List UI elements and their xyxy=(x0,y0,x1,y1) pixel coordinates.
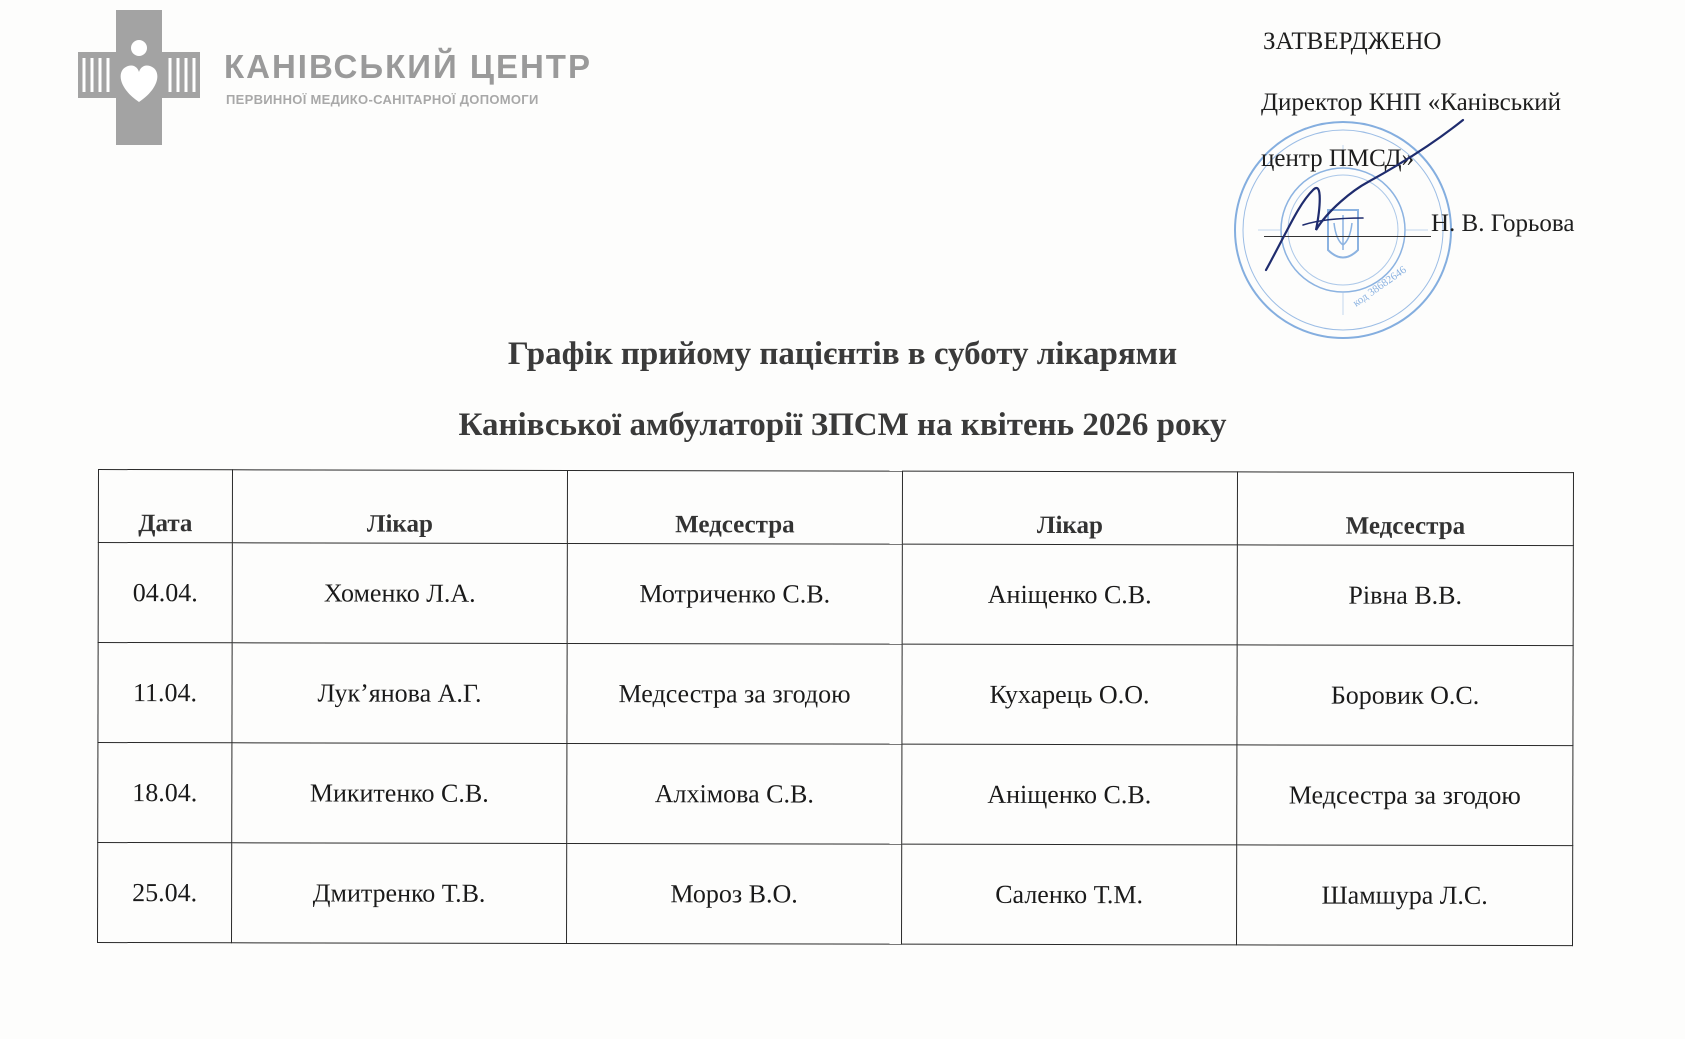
document-title-line1: Графік прийому пацієнтів в суботу лікарями xyxy=(507,336,1178,372)
approved-label: ЗАТВЕРДЖЕНО xyxy=(1263,28,1442,55)
cell-doctor-1: Дмитренко Т.В. xyxy=(232,843,567,944)
cell-doctor-1: Лук’янова А.Г. xyxy=(232,643,567,744)
cell-date: 04.04. xyxy=(98,543,232,643)
cell-nurse-2: Шамшура Л.С. xyxy=(1237,845,1573,946)
header-date: Дата xyxy=(98,470,232,543)
organization-logo xyxy=(78,10,638,145)
medical-cross-heart-icon xyxy=(78,10,228,145)
approval-block xyxy=(1228,0,1668,360)
table-header-row xyxy=(98,470,1573,546)
cell-doctor-2: Саленко Т.М. xyxy=(902,844,1237,945)
cell-doctor-2: Кухарець О.О. xyxy=(902,644,1237,745)
director-title-line1: Директор КНП «Канівський xyxy=(1261,89,1562,116)
cell-date: 25.04. xyxy=(98,843,232,943)
cell-doctor-2: Аніщенко С.В. xyxy=(902,744,1237,845)
schedule-table xyxy=(97,469,1574,946)
header-doctor-1: Лікар xyxy=(232,470,567,544)
cell-doctor-1: Микитенко С.В. xyxy=(232,743,567,844)
document-title-line2: Канівської амбулаторії ЗПСМ на квітень 2026 року xyxy=(458,407,1227,443)
director-title-line2: центр ПМСД» xyxy=(1261,145,1415,172)
table-row xyxy=(98,543,1573,646)
cell-nurse-1: Мороз В.О. xyxy=(567,843,902,944)
logo-title: КАНІВСЬКИЙ ЦЕНТР xyxy=(224,48,592,85)
table-row xyxy=(98,643,1573,746)
header-nurse-1: Медсестра xyxy=(567,470,902,544)
cell-nurse-1: Медсестра за згодою xyxy=(567,643,902,744)
header-nurse-2: Медсестра xyxy=(1237,472,1573,546)
cell-nurse-1: Алхімова С.В. xyxy=(567,743,902,844)
header-doctor-2: Лікар xyxy=(902,471,1237,545)
director-name: Н. В. Горьова xyxy=(1431,210,1575,237)
cell-nurse-1: Мотриченко С.В. xyxy=(567,543,902,644)
cell-doctor-1: Хоменко Л.А. xyxy=(232,543,567,644)
table-row xyxy=(98,743,1573,846)
cell-date: 18.04. xyxy=(98,743,232,843)
cell-nurse-2: Боровик О.С. xyxy=(1237,645,1573,746)
cell-nurse-2: Медсестра за згодою xyxy=(1237,745,1573,846)
handwritten-signature-icon xyxy=(1258,110,1488,280)
cell-date: 11.04. xyxy=(98,643,232,743)
cell-doctor-2: Аніщенко С.В. xyxy=(902,544,1237,645)
stamp-code: код 38682646 xyxy=(1350,263,1409,310)
logo-subtitle: ПЕРВИННОЇ МЕДИКО-САНІТАРНОЇ ДОПОМОГИ xyxy=(226,92,539,107)
cell-nurse-2: Рівна В.В. xyxy=(1237,545,1573,646)
table-row xyxy=(98,843,1573,946)
